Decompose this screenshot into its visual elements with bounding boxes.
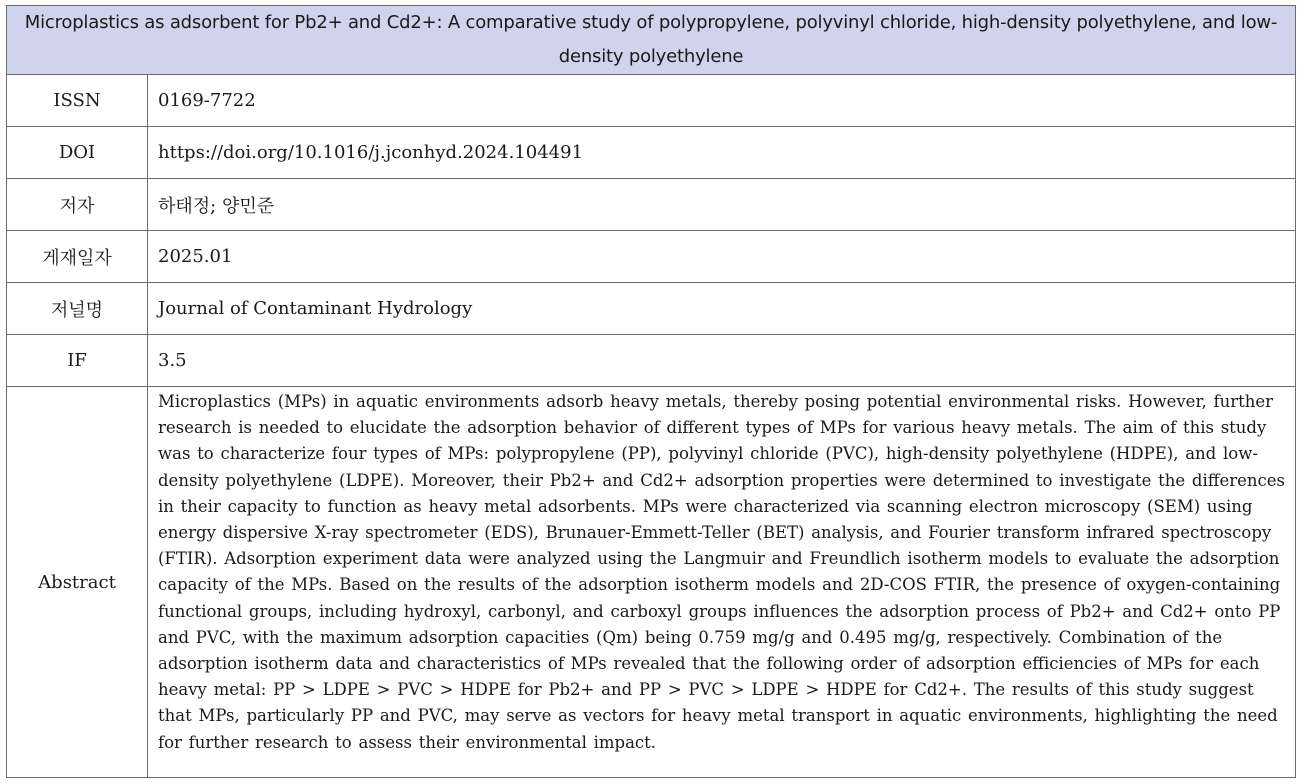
publication-date-value: 2025.01 <box>148 231 1296 283</box>
authors-label: 저자 <box>7 179 148 231</box>
row-publication-date <box>7 231 1296 283</box>
row-impact-factor <box>7 335 1296 387</box>
article-title: Microplastics as adsorbent for Pb2+ and Cd2+: A comparative study of polypropylene, polyvinyl chloride, high-density polyethylene, and low-density polyethylene <box>7 6 1296 75</box>
row-journal <box>7 283 1296 335</box>
issn-value: 0169-7722 <box>148 75 1296 127</box>
row-doi <box>7 127 1296 179</box>
doi-value: https://doi.org/10.1016/j.jconhyd.2024.104491 <box>148 127 1296 179</box>
authors-value: 하태정; 양민준 <box>148 179 1296 231</box>
publication-date-label: 게재일자 <box>7 231 148 283</box>
impact-factor-value: 3.5 <box>148 335 1296 387</box>
row-issn <box>7 75 1296 127</box>
issn-label: ISSN <box>7 75 148 127</box>
abstract-cell <box>148 387 1296 778</box>
journal-label: 저널명 <box>7 283 148 335</box>
row-abstract <box>7 387 1296 778</box>
impact-factor-label: IF <box>7 335 148 387</box>
row-authors <box>7 179 1296 231</box>
abstract-text: Microplastics (MPs) in aquatic environments adsorb heavy metals, thereby posing potential environmental risks. However, further research is needed to elucidate the adsorption behavior of different types of MPs for various heavy metals. The aim of this study was to characterize four types of MPs: polypropylene (PP), polyvinyl chloride (PVC), high-density polyethylene (HDPE), and low-density polyethylene (LDPE). Moreover, their Pb2+ and Cd2+ adsorption properties were determined to investigate the differences in their capacity to function as heavy metal adsorbents. MPs were characterized via scanning electron microscopy (SEM) using energy dispersive X-ray spectrometer (EDS), Brunauer-Emmett-Teller (BET) analysis, and Fourier transform infrared spectroscopy (FTIR). Adsorption experiment data were analyzed using the Langmuir and Freundlich isotherm models to evaluate the adsorption capacity of the MPs. Based on the results of the adsorption isotherm models and 2D-COS FTIR, the presence of oxygen-containing functional groups, including hydroxyl, carbonyl, and carboxyl groups influences the adsorption process of Pb2+ and Cd2+ onto PP and PVC, with the maximum adsorption capacities (Qm) being 0.759 mg/g and 0.495 mg/g, respectively. Combination of the adsorption isotherm data and characteristics of MPs revealed that the following order of adsorption efficiencies of MPs for each heavy metal: PP > LDPE > PVC > HDPE for Pb2+ and PP > PVC > LDPE > HDPE for Cd2+. The results of this study suggest that MPs, particularly PP and PVC, may serve as vectors for heavy metal transport in aquatic environments, highlighting the need for further research to assess their environmental impact. <box>158 392 1285 752</box>
doi-label: DOI <box>7 127 148 179</box>
abstract-label: Abstract <box>7 387 148 778</box>
article-info-table <box>6 5 1296 778</box>
journal-value: Journal of Contaminant Hydrology <box>148 283 1296 335</box>
